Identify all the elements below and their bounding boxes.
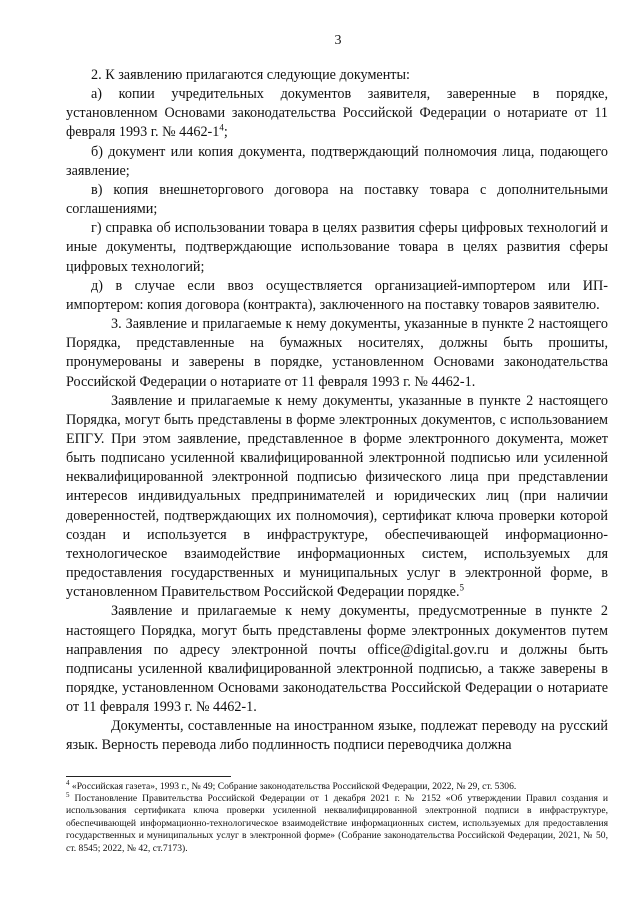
footnote-4: [66, 778, 608, 793]
paragraph-intro: 2. К заявлению прилагаются следующие документы:: [91, 67, 410, 83]
document-body: [66, 66, 608, 756]
paragraph-electronic-submission: [66, 392, 608, 603]
paragraph-electronic-submission-text: Заявление и прилагаемые к нему документы, указанные в пункте 2 настоящего Порядка, могут быть представлены в форме электронных документов, с использованием ЕПГУ. При этом заявление, представленное в форме электронного документа, может быть подписано усиленной квалифицированной электронной подписью или усиленной неквалифицированной электронной подписью физического лица при представлении интересов индивидуальных предпринимателей и юридических лиц (при наличии доверенностей, подтверждающих их полномочия), сертификат ключа проверки которой создан и используется в инфраструктуре, обеспечивающей информационно-технологическое взаимодействие информационных систем, используемых для предоставления государственных и муниципальных услуг в электронной форме, в установленном Правительством Российской Федерации порядке.: [66, 392, 608, 601]
footnote-ref-5: 5: [459, 582, 465, 593]
footnote-5-text: Постановление Правительства Российской Федерации от 1 декабря 2021 г. № 2152 «Об утверждении Правил создания и использования сертификата ключа проверки усиленной неквалифицированной электронной подписи в инфраструктуре, обеспечивающей информационно-технологическое взаимодействие информационных систем, используемых для предоставления государственных и муниципальных услуг в электронной форме» (Собрание законодательства Российской Федерации, 2021, № 50, ст. 8545; 2022, № 42, ст.7173).: [66, 793, 608, 854]
footnote-4-text: «Российская газета», 1993 г., № 49; Собрание законодательства Российской Федерации, 2022, № 29, ст. 5306.: [69, 780, 517, 792]
paragraph-item-a: [66, 85, 608, 142]
paragraph-foreign-language: Документы, составленные на иностранном языке, подлежат переводу на русский язык. Верность перевода либо подлинность подписи переводчика должна: [66, 718, 608, 754]
paragraph-item-a-suffix: ;: [223, 124, 228, 141]
paragraph-item-e: д) в случае если ввоз осуществляется организацией-импортером или ИП-импортером: копия договора (контракта), заключенного на поставку товаров заявителю.: [66, 277, 608, 313]
paragraph-item-b: б) документ или копия документа, подтверждающий полномочия лица, подающего заявление;: [66, 143, 608, 179]
paragraph-item-d: г) справка об использовании товара в целях развития сферы цифровых технологий и иные документы, подтверждающие использование товара в целях развития сферы цифровых технологий;: [66, 220, 608, 275]
page-number: 3: [334, 33, 342, 48]
paragraph-item-c: в) копия внешнеторгового договора на поставку товара с дополнительными соглашениями;: [66, 181, 608, 218]
paragraph-section-3: 3. Заявление и прилагаемые к нему документы, указанные в пункте 2 настоящего Порядка, представленные на бумажных носителях, должны быть прошиты, пронумерованы и заверены в порядке, установленном Основами законодательства Российской Федерации о нотариате от 11 февраля 1993 г. № 4462-1.: [66, 316, 608, 390]
footnote-5: [66, 790, 608, 855]
footnote-4-mark: 4: [66, 778, 70, 787]
footnote-divider: [66, 776, 231, 777]
paragraph-item-a-text: а) копии учредительных документов заявителя, заверенные в порядке, установленном Основами законодательства Российской Федерации о нотариате от 11 февраля 1993 г. № 4462-1: [66, 86, 608, 141]
paragraph-email-submission: Заявление и прилагаемые к нему документы, предусмотренные в пункте 2 настоящего Порядка, могут быть представлены форме электронных документов путем направления по адресу электронной почты office@digital.gov.ru и должны быть подписаны усиленной квалифицированной электронной подписью, а также заверены в порядке, установленном Основами законодательства Российской Федерации о нотариате от 11 февраля 1993 г. № 4462-1.: [66, 603, 608, 716]
footnote-ref-4: 4: [219, 122, 224, 133]
footnote-5-mark: 5: [66, 790, 70, 799]
